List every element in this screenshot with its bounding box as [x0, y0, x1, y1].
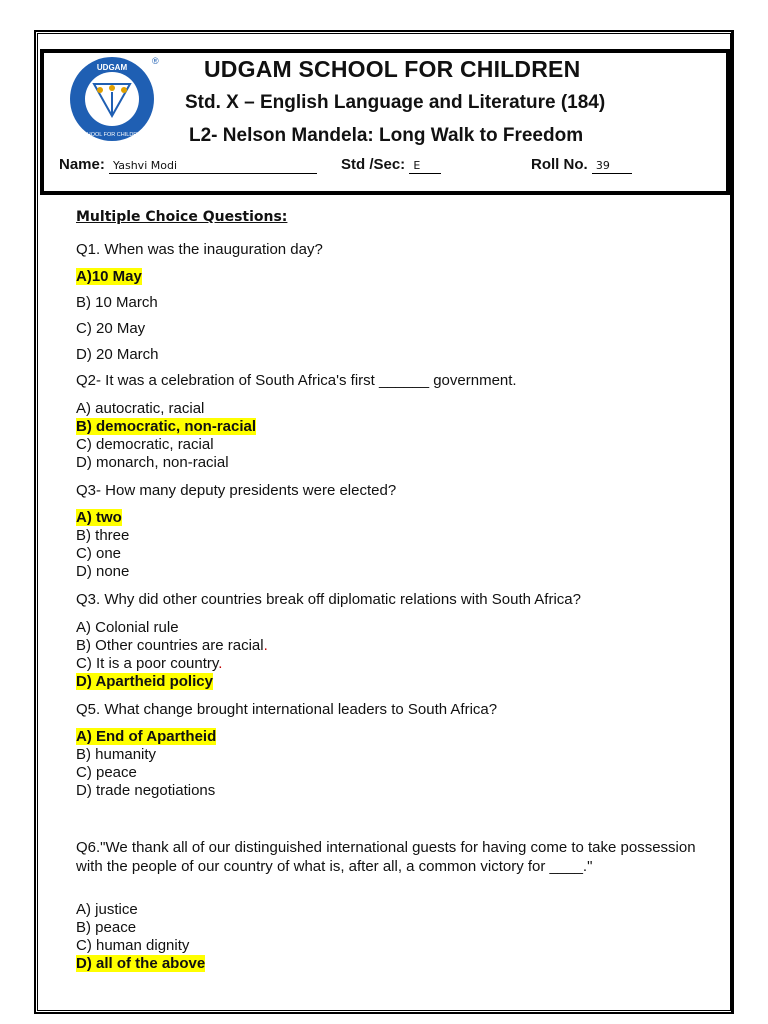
roll-no-label: Roll No.	[531, 156, 588, 173]
q3-option-c: C) one	[76, 545, 122, 562]
q2-option-d: D) monarch, non-racial	[76, 454, 229, 471]
roll-no-field	[531, 156, 632, 174]
registered-mark: ®	[152, 56, 159, 66]
subject-title: Std. X – English Language and Literature (184)	[185, 92, 606, 113]
q5-option-c: C) peace	[76, 764, 137, 781]
std-sec-value: E	[409, 159, 441, 174]
name-value: Yashvi Modi	[109, 159, 317, 174]
q1-option-a-answer: A)10 May	[76, 268, 142, 285]
question-4: Q3. Why did other countries break off diplomatic relations with South Africa?	[76, 591, 581, 608]
name-label: Name:	[59, 156, 105, 173]
q2-option-a: A) autocratic, racial	[76, 400, 205, 417]
q4-option-b: B) Other countries are racial	[76, 637, 264, 654]
q2-option-c: C) democratic, racial	[76, 436, 214, 453]
q6-option-b: B) peace	[76, 919, 137, 936]
q1-option-b: B) 10 March	[76, 294, 158, 311]
q6-option-a: A) justice	[76, 901, 138, 918]
q3-option-b: B) three	[76, 527, 130, 544]
q2-option-b-answer: B) democratic, non-racial	[76, 418, 257, 435]
q3-option-a-answer: A) two	[76, 509, 122, 526]
q4-option-c: C) It is a poor country	[76, 655, 219, 672]
section-heading: Multiple Choice Questions:	[76, 209, 288, 225]
lesson-title: L2- Nelson Mandela: Long Walk to Freedom	[189, 125, 584, 146]
name-field	[59, 156, 317, 174]
std-sec-label: Std /Sec:	[341, 156, 406, 173]
question-5: Q5. What change brought international leaders to South Africa?	[76, 701, 498, 718]
question-2: Q2- It was a celebration of South Africa's first ______ government.	[76, 372, 517, 389]
logo-text-top: UDGAM	[96, 63, 128, 72]
q6-option-c: C) human dignity	[76, 937, 190, 954]
roll-no-value: 39	[592, 159, 632, 174]
q3-option-d: D) none	[76, 563, 130, 580]
std-sec-field	[341, 156, 441, 174]
question-3: Q3- How many deputy presidents were elected?	[76, 482, 397, 499]
q5-option-b: B) humanity	[76, 746, 157, 763]
q5-option-a-answer: A) End of Apartheid	[76, 728, 217, 745]
question-6: Q6."We thank all of our distinguished international guests for having come to take possession with the people of our country of what is, after all, a common victory for ____."	[76, 839, 696, 875]
q4-option-a: A) Colonial rule	[76, 619, 179, 636]
q1-option-c: C) 20 May	[76, 320, 146, 337]
school-logo	[64, 54, 164, 144]
q5-option-d: D) trade negotiations	[76, 782, 216, 799]
q1-option-d: D) 20 March	[76, 346, 159, 363]
q6-option-d-answer: D) all of the above	[76, 955, 206, 972]
logo-text-bottom: SCHOOL FOR CHILDREN	[79, 132, 145, 138]
school-title: UDGAM SCHOOL FOR CHILDREN	[204, 56, 581, 82]
q4-option-d-answer: D) Apartheid policy	[76, 673, 213, 690]
question-1: Q1. When was the inauguration day?	[76, 241, 323, 258]
